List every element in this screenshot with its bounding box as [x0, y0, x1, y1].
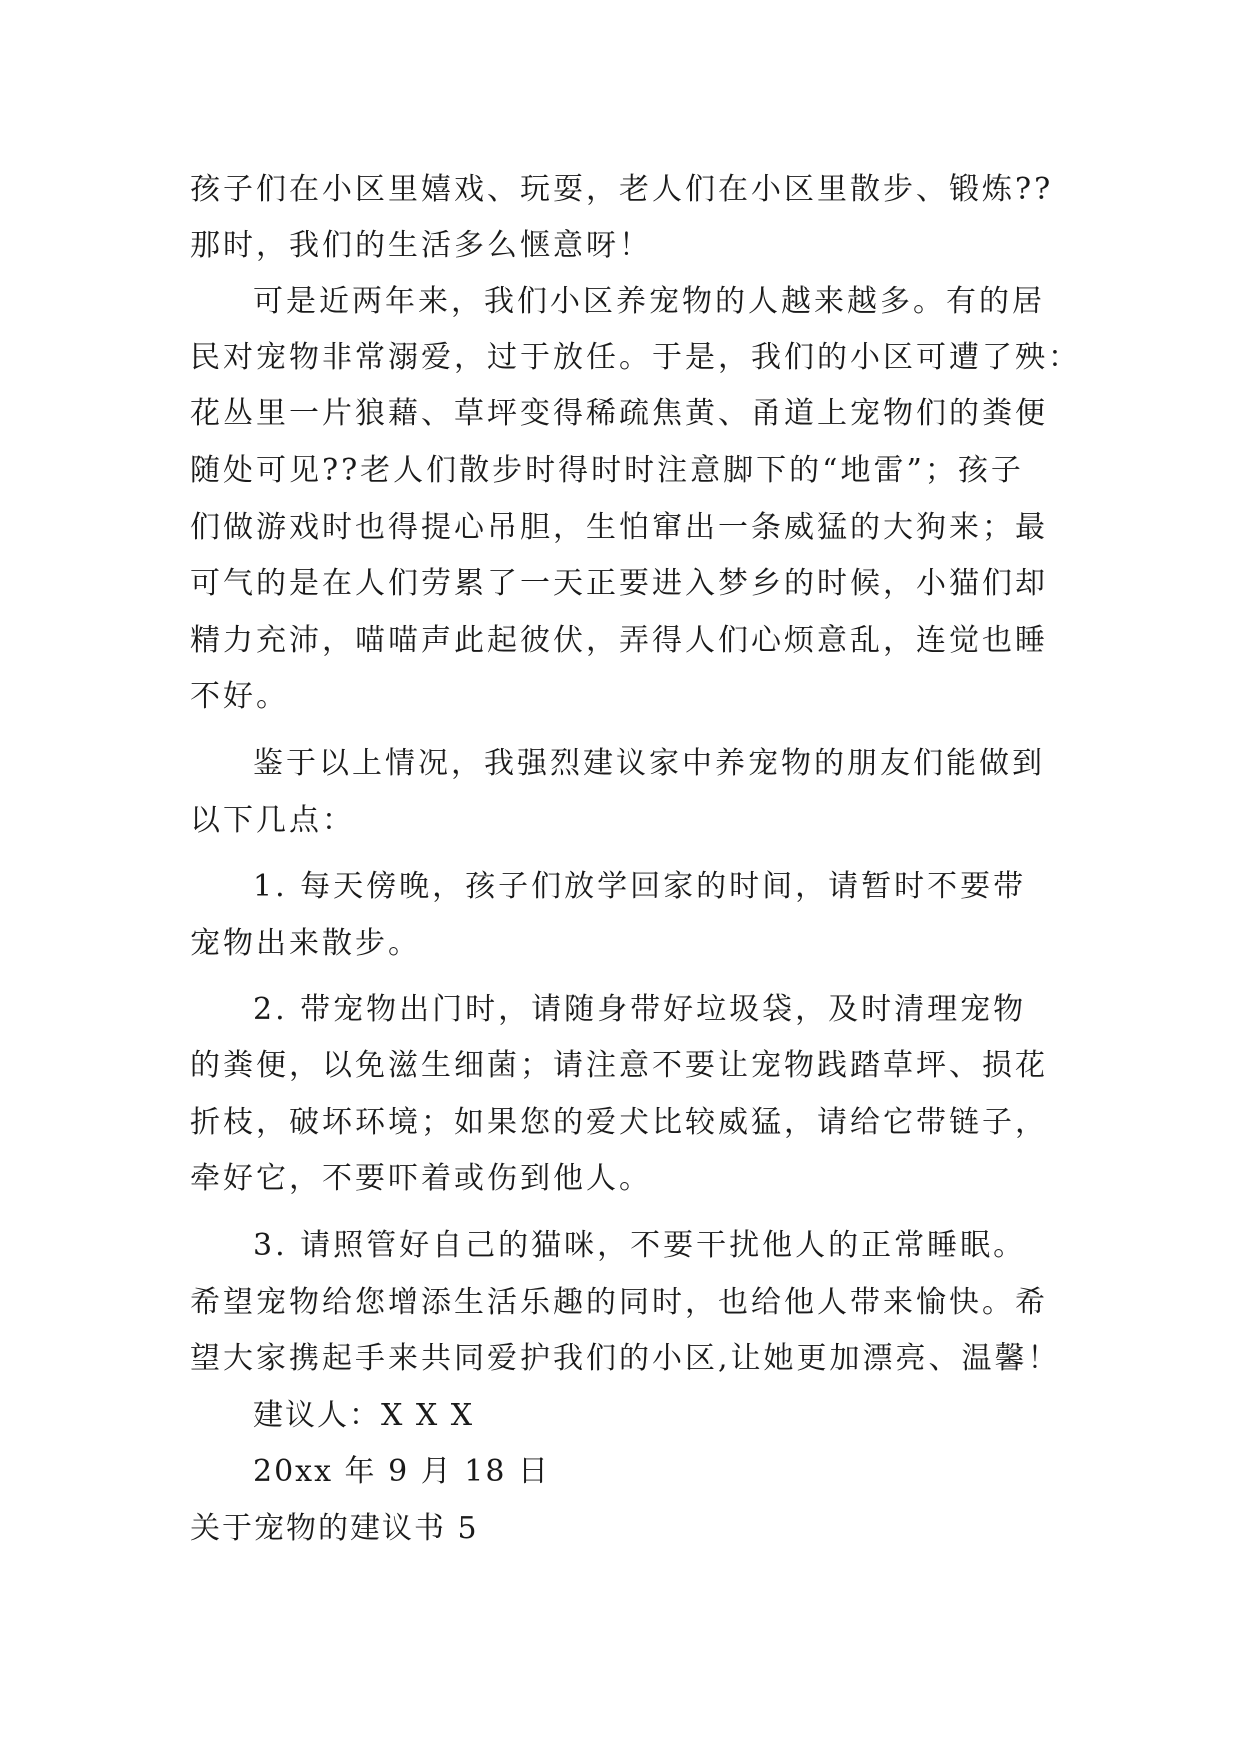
text-line: 随处可见??老人们散步时得时时注意脚下的“地雷”；孩子 [190, 453, 1024, 488]
text-line: 牵好它，不要吓着或伤到他人。 [190, 1161, 652, 1196]
text-line: 1. 每天傍晚，孩子们放学回家的时间，请暂时不要带 [253, 869, 1027, 904]
text-line: 希望宠物给您增添生活乐趣的同时，也给他人带来愉快。希 [190, 1285, 1048, 1320]
text-line: 宠物出来散步。 [190, 926, 421, 961]
text-line: 民对宠物非常溺爱，过于放任。于是，我们的小区可遭了殃： [190, 340, 1081, 375]
text-line: 精力充沛，喵喵声此起彼伏，弄得人们心烦意乱，连觉也睡 [190, 623, 1048, 658]
text-line: 2. 带宠物出门时，请随身带好垃圾袋，及时清理宠物 [253, 992, 1027, 1027]
text-line: 花丛里一片狼藉、草坪变得稀疏焦黄、甬道上宠物们的粪便 [190, 396, 1048, 431]
text-line: 的粪便，以免滋生细菌；请注意不要让宠物践踏草坪、损花 [190, 1048, 1048, 1083]
signature-line: 建议人：X X X [253, 1398, 475, 1433]
text-line: 望大家携起手来共同爱护我们的小区,让她更加漂亮、温馨！ [190, 1341, 1061, 1376]
section-heading: 关于宠物的建议书 5 [190, 1511, 479, 1546]
text-line: 鉴于以上情况，我强烈建议家中养宠物的朋友们能做到 [253, 746, 1045, 781]
text-line: 可气的是在人们劳累了一天正要进入梦乡的时候，小猫们却 [190, 566, 1048, 601]
text-line: 可是近两年来，我们小区养宠物的人越来越多。有的居 [253, 284, 1045, 319]
text-line: 们做游戏时也得提心吊胆，生怕窜出一条威猛的大狗来；最 [190, 510, 1048, 545]
text-line: 孩子们在小区里嬉戏、玩耍，老人们在小区里散步、锻炼?? [190, 172, 1054, 207]
text-line: 折枝，破坏环境；如果您的爱犬比较威猛，请给它带链子， [190, 1105, 1048, 1140]
text-line: 那时，我们的生活多么惬意呀！ [190, 228, 652, 263]
text-line: 以下几点： [190, 803, 355, 838]
text-line: 不好。 [190, 679, 289, 714]
date-line: 20xx 年 9 月 18 日 [253, 1454, 550, 1489]
text-line: 3. 请照管好自己的猫咪，不要干扰他人的正常睡眠。 [253, 1228, 1027, 1263]
